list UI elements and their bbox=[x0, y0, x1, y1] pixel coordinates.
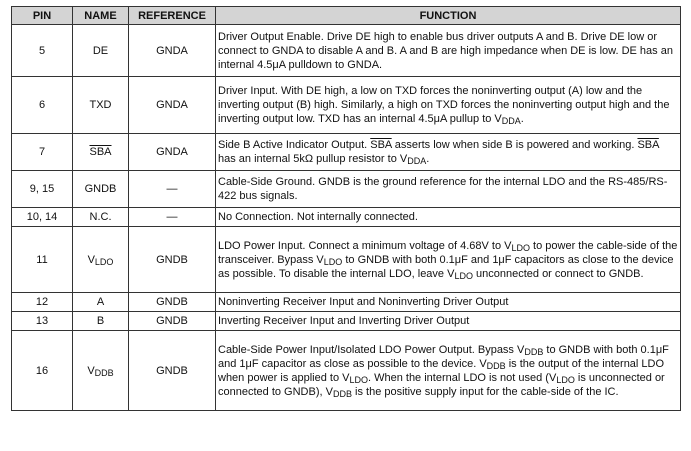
name-cell bbox=[73, 134, 129, 171]
subscript: LDO bbox=[349, 374, 368, 385]
table-row bbox=[12, 227, 681, 293]
reference-cell: GNDB bbox=[129, 227, 216, 293]
function-text: is unconnected or connected to GNDB), V bbox=[218, 371, 665, 398]
header-reference: REFERENCE bbox=[129, 7, 216, 25]
table-row bbox=[12, 208, 681, 227]
function-text: to GNDB with both 0.1μF and 1μF capacitor as close as possible to the device. V bbox=[218, 343, 669, 370]
subscript: LDO bbox=[94, 256, 114, 267]
function-text: . bbox=[520, 113, 524, 125]
name-overline-text: $\overline{SBA}$ bbox=[89, 146, 112, 158]
table-header-row bbox=[12, 7, 681, 25]
subscript: LDO bbox=[454, 270, 473, 281]
function-cell: Cable-Side Ground. GNDB is the ground reference for the internal LDO and the RS-485/RS-422 bus signals. bbox=[216, 171, 681, 208]
function-text: Driver Input. With DE high, a low on TXD forces the noninverting output (A) low and the inverting output (B) high. Similarly, a high on TXD forces the noninverting output high and the inverting output low. TXD has an internal 4.5μA pullup to V bbox=[218, 85, 670, 125]
function-text: is the output of the internal LDO when power is applied to V bbox=[218, 357, 665, 384]
subscript: LDO bbox=[556, 374, 575, 385]
function-cell bbox=[216, 227, 681, 293]
table-row bbox=[12, 293, 681, 312]
table-row bbox=[12, 77, 681, 134]
function-text: to power the cable-side of the transceiver. Bypass V bbox=[218, 239, 678, 266]
pin-description-table bbox=[11, 6, 681, 411]
name-cell: TXD bbox=[73, 77, 129, 134]
function-text: asserts low when side B is powered and working. bbox=[391, 139, 638, 151]
reference-cell: — bbox=[129, 208, 216, 227]
function-cell bbox=[216, 331, 681, 411]
function-cell: No Connection. Not internally connected. bbox=[216, 208, 681, 227]
function-text: to GNDB with both 0.1μF and 1μF capacitors as close to the device as possible. To disable the internal LDO, leave V bbox=[218, 253, 674, 280]
subscript: DDB bbox=[524, 346, 544, 357]
subscript: DDA bbox=[501, 116, 521, 126]
name-text: V bbox=[87, 253, 95, 266]
name-text: V bbox=[87, 364, 95, 377]
pin-cell: 13 bbox=[12, 312, 73, 331]
table-row bbox=[12, 134, 681, 171]
table-row bbox=[12, 25, 681, 77]
pin-cell: 5 bbox=[12, 25, 73, 77]
name-cell: N.C. bbox=[73, 208, 129, 227]
reference-cell: GNDB bbox=[129, 331, 216, 411]
header-function: FUNCTION bbox=[216, 7, 681, 25]
pin-cell: 10, 14 bbox=[12, 208, 73, 227]
reference-cell: GNDB bbox=[129, 293, 216, 312]
pin-cell: 16 bbox=[12, 331, 73, 411]
name-cell: DE bbox=[73, 25, 129, 77]
function-cell: Driver Output Enable. Drive DE high to enable bus driver outputs A and B. Drive DE low or connect to GNDA to disable A and B. A and B are high impedance when DE is low. DE has an internal 4.5μA pulldown to GNDA. bbox=[216, 25, 681, 77]
overline-text: $\overline{SBA}$ bbox=[637, 139, 659, 151]
function-text: Side B Active Indicator Output. bbox=[218, 139, 371, 151]
function-cell bbox=[216, 77, 681, 134]
function-text: LDO Power Input. Connect a minimum voltage of 4.68V to V bbox=[218, 239, 512, 252]
subscript: DDB bbox=[486, 360, 506, 371]
subscript: DDB bbox=[332, 388, 352, 399]
reference-cell: GNDA bbox=[129, 25, 216, 77]
subscript: LDO bbox=[323, 256, 343, 267]
reference-cell: GNDB bbox=[129, 312, 216, 331]
reference-cell: — bbox=[129, 171, 216, 208]
reference-cell: GNDA bbox=[129, 134, 216, 171]
pin-cell: 6 bbox=[12, 77, 73, 134]
pin-cell: 9, 15 bbox=[12, 171, 73, 208]
name-cell bbox=[73, 331, 129, 411]
pin-cell: 12 bbox=[12, 293, 73, 312]
function-text: unconnected or connect to GNDB. bbox=[472, 267, 644, 280]
header-pin: PIN bbox=[12, 7, 73, 25]
function-cell bbox=[216, 134, 681, 171]
function-text: . bbox=[426, 153, 430, 165]
table-row bbox=[12, 312, 681, 331]
function-cell: Noninverting Receiver Input and Noninverting Driver Output bbox=[216, 293, 681, 312]
table-row bbox=[12, 331, 681, 411]
name-cell: A bbox=[73, 293, 129, 312]
name-cell: B bbox=[73, 312, 129, 331]
pin-cell: 11 bbox=[12, 227, 73, 293]
name-cell: GNDB bbox=[73, 171, 129, 208]
overline-text: $\overline{SBA}$ bbox=[370, 139, 392, 151]
subscript: LDO bbox=[511, 242, 530, 253]
function-text: is the positive supply input for the cable-side of the IC. bbox=[351, 385, 619, 398]
table-row bbox=[12, 171, 681, 208]
subscript: DDB bbox=[94, 367, 114, 378]
name-cell bbox=[73, 227, 129, 293]
pin-cell: 7 bbox=[12, 134, 73, 171]
header-name: NAME bbox=[73, 7, 129, 25]
subscript: DDA bbox=[407, 156, 427, 166]
function-text: has an internal 5kΩ pullup resistor to V bbox=[218, 153, 408, 165]
function-text: Cable-Side Power Input/Isolated LDO Power Output. Bypass V bbox=[218, 343, 525, 356]
function-cell: Inverting Receiver Input and Inverting Driver Output bbox=[216, 312, 681, 331]
reference-cell: GNDA bbox=[129, 77, 216, 134]
function-text: . When the internal LDO is not used (V bbox=[367, 371, 557, 384]
